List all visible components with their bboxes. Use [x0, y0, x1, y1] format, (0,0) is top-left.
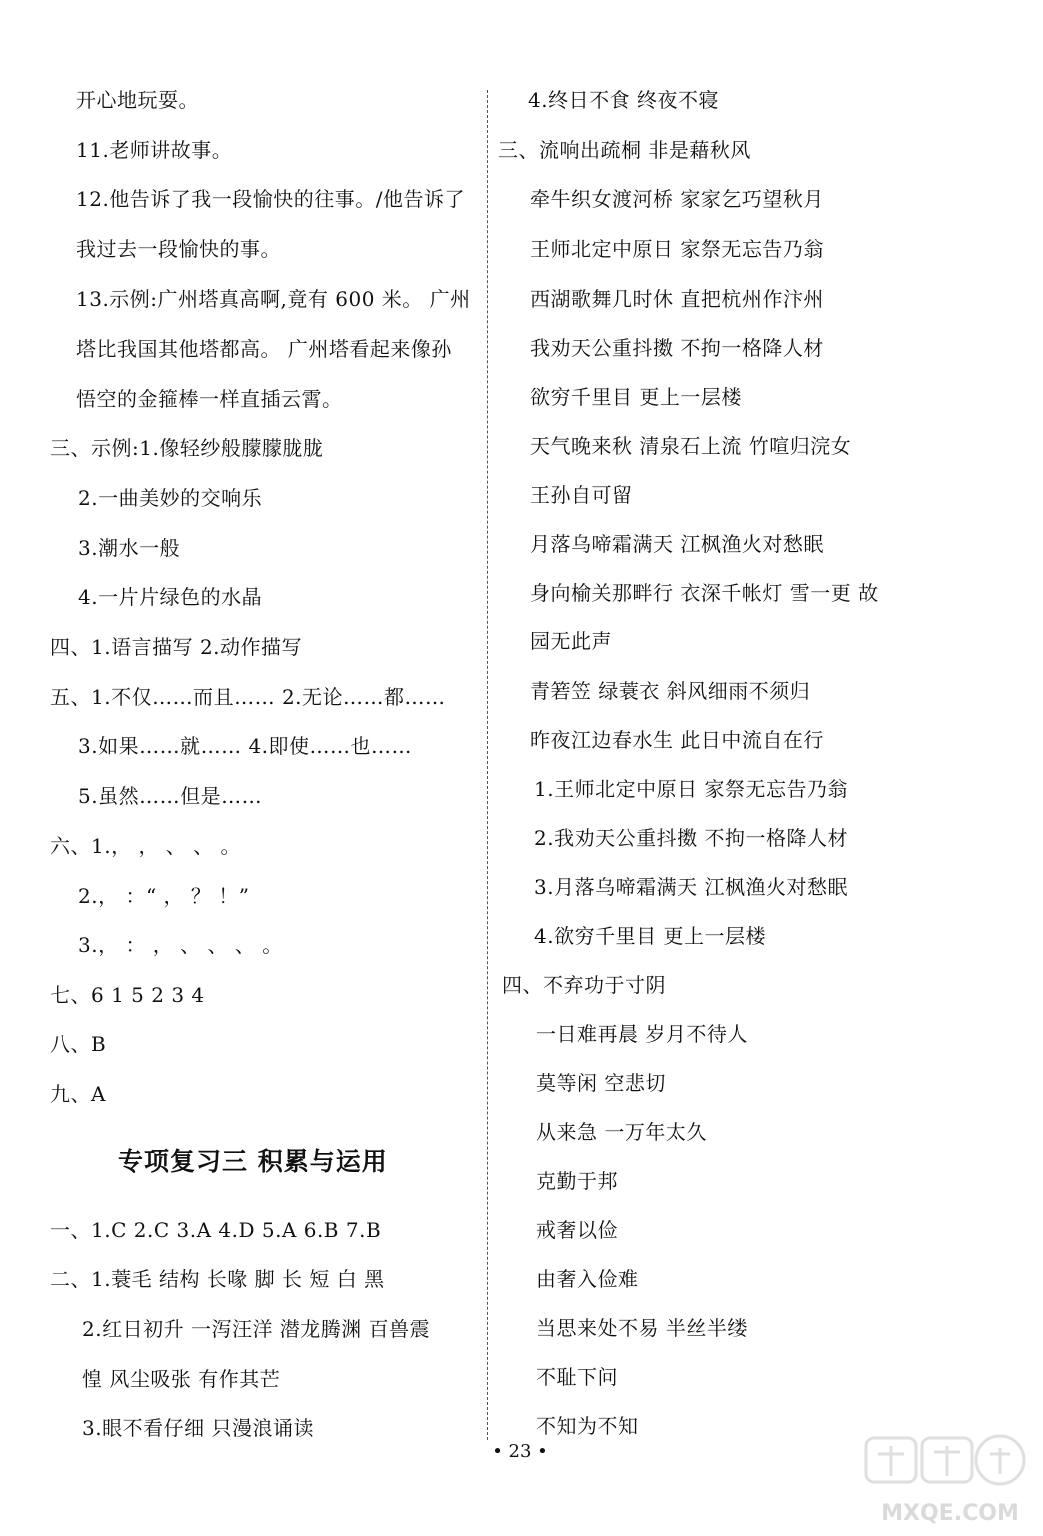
text-line: 七、6 1 5 2 3 4	[50, 983, 205, 1007]
text-line: 昨夜江边春水生 此日中流自在行	[530, 728, 824, 752]
text-line: 四、1.语言描写 2.动作描写	[50, 635, 303, 659]
text-line: 青箬笠 绿蓑衣 斜风细雨不须归	[530, 679, 811, 703]
text-line: 11.老师讲故事。	[76, 138, 233, 162]
text-line: 园无此声	[530, 629, 612, 653]
text-line: 13.示例:广州塔真高啊,竟有 600 米。 广州	[76, 287, 471, 311]
text-line: 开心地玩耍。	[76, 88, 199, 112]
text-line: 西湖歌舞几时休 直把杭州作汴州	[530, 287, 824, 311]
text-line: 三、示例:1.像轻纱般朦朦胧胧	[50, 436, 324, 460]
text-line: 五、1.不仅……而且…… 2.无论……都……	[50, 685, 446, 709]
text-line: 5.虽然……但是……	[78, 784, 263, 808]
text-line: 九、A	[50, 1082, 106, 1106]
text-line: 2.我劝天公重抖擞 不拘一格降人材	[534, 826, 848, 850]
text-line: 由奢入俭难	[536, 1267, 639, 1291]
svg-text:MXQE.COM: MXQE.COM	[881, 1501, 1019, 1526]
text-line: 欲穷千里目 更上一层楼	[530, 385, 742, 409]
text-line: 一日难再晨 岁月不待人	[536, 1022, 748, 1046]
text-line: 王孙自可留	[530, 483, 633, 507]
text-line: 克勤于邦	[536, 1169, 618, 1193]
text-line: 我过去一段愉快的事。	[76, 237, 281, 261]
text-line: 12.他告诉了我一段愉快的往事。/他告诉了	[76, 187, 466, 211]
text-line: 三、流响出疏桐 非是藉秋风	[498, 138, 751, 162]
text-line: 八、B	[50, 1032, 107, 1056]
text-line: 悟空的金箍棒一样直插云霄。	[76, 387, 343, 411]
text-line: 身向榆关那畔行 衣深千帐灯 雪一更 故	[530, 581, 879, 605]
text-line: 2.， ：“ ， ？ ！”	[78, 884, 250, 908]
text-line: 不知为不知	[536, 1414, 639, 1438]
text-line: 塔比我国其他塔都高。 广州塔看起来像孙	[76, 337, 452, 361]
text-line: 天气晚来秋 清泉石上流 竹喧归浣女	[530, 434, 852, 458]
text-line: 从来急 一万年太久	[536, 1120, 707, 1144]
text-line: 戒奢以俭	[536, 1218, 618, 1242]
watermark-logo	[860, 1432, 1035, 1532]
text-line: 我劝天公重抖擞 不拘一格降人材	[530, 336, 824, 360]
text-line: 当思来处不易 半丝半缕	[536, 1316, 748, 1340]
text-line: 3.， ： ， 、 、 、 。	[78, 933, 283, 957]
text-line: 3.如果……就…… 4.即使……也……	[78, 734, 413, 758]
text-line: 4.终日不食 终夜不寝	[528, 88, 719, 112]
text-line: 一、1.C 2.C 3.A 4.D 5.A 6.B 7.B	[50, 1218, 382, 1242]
page-number: • 23 •	[492, 1441, 548, 1462]
text-line: 3.月落乌啼霜满天 江枫渔火对愁眠	[534, 875, 848, 899]
column-divider	[487, 90, 488, 1440]
text-line: 1.王师北定中原日 家祭无忘告乃翁	[534, 777, 848, 801]
text-line: 牵牛织女渡河桥 家家乞巧望秋月	[530, 187, 824, 211]
text-line: 二、1.蓑毛 结构 长喙 脚 长 短 白 黑	[50, 1267, 385, 1291]
text-line: 惶 风尘吸张 有作其芒	[82, 1367, 281, 1391]
text-line: 王师北定中原日 家祭无忘告乃翁	[530, 237, 824, 261]
section-title: 专项复习三 积累与运用	[118, 1147, 388, 1176]
text-line: 月落乌啼霜满天 江枫渔火对愁眠	[530, 532, 824, 556]
text-line: 六、1.， ， 、 、 。	[50, 834, 242, 858]
text-line: 4.一片片绿色的水晶	[78, 585, 263, 609]
text-line: 2.红日初升 一泻汪洋 潜龙腾渊 百兽震	[82, 1317, 431, 1341]
text-line: 四、不弃功于寸阴	[502, 973, 666, 997]
text-line: 3.潮水一般	[78, 536, 181, 560]
text-line: 4.欲穷千里目 更上一层楼	[534, 924, 766, 948]
text-line: 2.一曲美妙的交响乐	[78, 486, 263, 510]
text-line: 莫等闲 空悲切	[536, 1071, 666, 1095]
text-line: 不耻下问	[536, 1365, 618, 1389]
text-line: 3.眼不看仔细 只漫浪诵读	[82, 1416, 314, 1440]
